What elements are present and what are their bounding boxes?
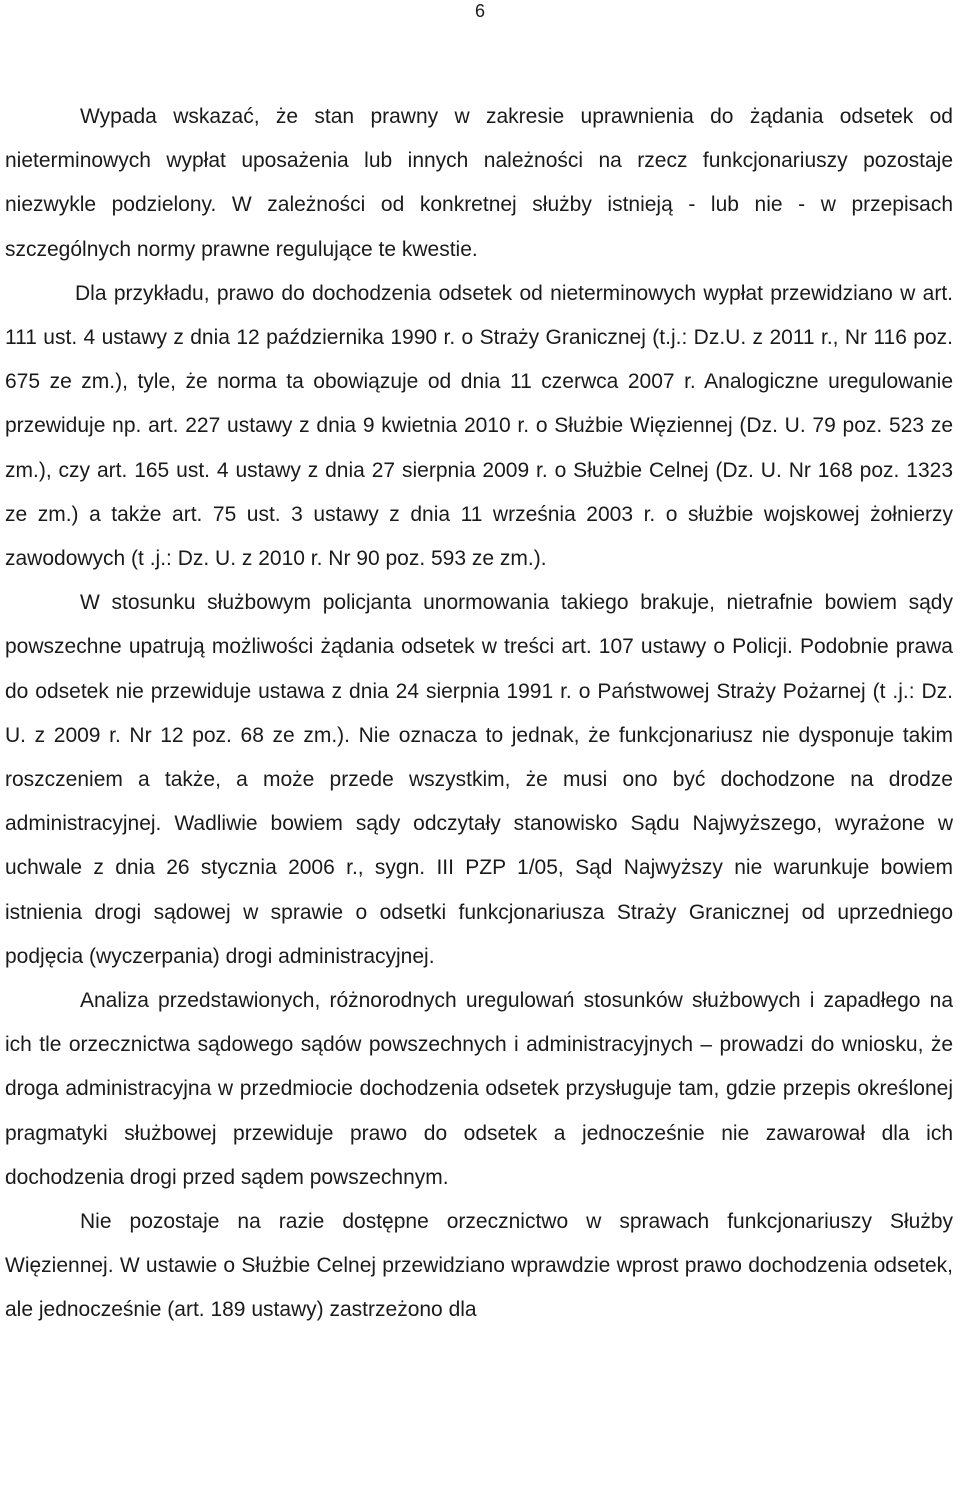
document-body — [5, 95, 953, 1333]
paragraph-examples: Dla przykładu, prawo do dochodzenia odsetek od nieterminowych wypłat przewidziano w art. 111 ust. 4 ustawy z dnia 12 października 1990 r. o Straży Granicznej (t.j.: Dz.U. z 2011 r., Nr 116 poz. 675 ze zm.), tyle, że norma ta obowiązuje od dnia 11 czerwca 2007 r. Analogiczne uregulowanie przewiduje np. art. 227 ustawy z dnia 9 kwietnia 2010 r. o Służbie Więziennej (Dz. U. 79 poz. 523 ze zm.), czy art. 165 ust. 4 ustawy z dnia 27 sierpnia 2009 r. o Służbie Celnej (Dz. U. Nr 168 poz. 1323 ze zm.) a także art. 75 ust. 3 ustawy z dnia 11 września 2003 r. o służbie wojskowej żołnierzy zawodowych (t .j.: Dz. U. z 2010 r. Nr 90 poz. 593 ze zm.). — [5, 281, 953, 571]
paragraph-intro: Wypada wskazać, że stan prawny w zakresie uprawnienia do żądania odsetek od nieterminowych wypłat uposażenia lub innych należności na rzecz funkcjonariuszy pozostaje niezwykle podzielony. W zależności od konkretnej służby istnieją - lub nie - w przepisach szczególnych normy prawne regulujące te kwestie. — [5, 105, 953, 261]
paragraph-prison-service: Nie pozostaje na razie dostępne orzecznictwo w sprawach funkcjonariuszy Służby Więziennej. W ustawie o Służbie Celnej przewidziano wprawdzie wprost prawo dochodzenia odsetek, ale jednocześnie (art. 189 ustawy) zastrzeżono dla — [5, 1210, 953, 1322]
page-number: 6 — [474, 1, 485, 21]
paragraph-analysis: Analiza przedstawionych, różnorodnych uregulowań stosunków służbowych i zapadłego na ich tle orzecznictwa sądowego sądów powszechnych i administracyjnych – prowadzi do wniosku, że droga administracyjna w przedmiocie dochodzenia odsetek przysługuje tam, gdzie przepis określonej pragmatyki służbowej przewiduje prawo do odsetek a jednocześnie nie zawarował dla ich dochodzenia drogi przed sądem powszechnym. — [5, 989, 953, 1189]
paragraph-police: W stosunku służbowym policjanta unormowania takiego brakuje, nietrafnie bowiem sądy powszechne upatrują możliwości żądania odsetek w treści art. 107 ustawy o Policji. Podobnie prawa do odsetek nie przewiduje ustawa z dnia 24 sierpnia 1991 r. o Państwowej Straży Pożarnej (t .j.: Dz. U. z 2009 r. Nr 12 poz. 68 ze zm.). Nie oznacza to jednak, że funkcjonariusz nie dysponuje takim roszczeniem a także, a może przede wszystkim, że musi ono być dochodzone na drodze administracyjnej. Wadliwie bowiem sądy odczytały stanowisko Sądu Najwyższego, wyrażone w uchwale z dnia 26 stycznia 2006 r., sygn. III PZP 1/05, Sąd Najwyższy nie warunkuje bowiem istnienia drogi sądowej w sprawie o odsetki funkcjonariusza Straży Granicznej od uprzedniego podjęcia (wyczerpania) drogi administracyjnej. — [5, 591, 953, 968]
